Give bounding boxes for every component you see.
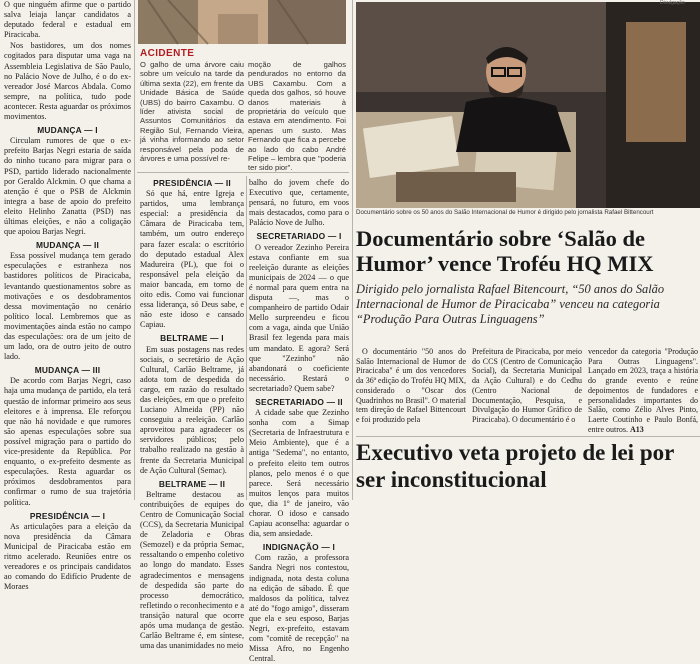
article-column-3	[588, 347, 698, 433]
paragraph-text: vencedor da categoria "Produção Para Outras Linguagens". Lançado em 2023, traça a história do grande evento e reúne depoimentos de fundadores e personalidades importantes do Salão, como Zélio Alves Pinto, Laerte Coutinho e Paulo Bonfá, entre outros.	[588, 347, 698, 434]
column-3	[249, 178, 349, 664]
accident-photo	[138, 0, 346, 44]
accident-title: ACIDENTE	[140, 48, 195, 59]
paragraph: Nos bastidores, um dos nomes cogitados para disputar uma vaga na Assembleia Legislativa de São Paulo, no Palácio Nove de Julho, é o do ex-vereador José Marcos Abdala. Como sempre, na política, tudo pode acontecer. Resta aguardar os próximos movimentos.	[4, 41, 131, 122]
paragraph: O vereador Zezinho Pereira estava confiante em sua reeleição durante as eleições municipais de 2024 — o que é normal para quem entra na disputa —, mas o companheiro de partido Odair Mello surpreendeu e ficou com a vaga, ainda que União Brasil fez legenda para mais um mandato. E agora? Será que "Zezinho" não abandonará o coeficiente necessário. Restará o secretariado? Quem sabe?	[249, 242, 349, 393]
section-heading: SECRETARIADO — I	[256, 231, 342, 242]
section-heading: BELTRAME — I	[160, 333, 224, 344]
paragraph: balho do jovem chefe do Executivo que, certamente, pensará, no futuro, em voos mais destacados, como para o Palácio Nove de Julho.	[249, 178, 349, 228]
section-heading: INDIGNAÇÃO — I	[262, 542, 336, 553]
section-heading: BELTRAME — II	[158, 478, 226, 489]
paragraph	[588, 347, 698, 434]
column-divider	[352, 0, 353, 500]
paragraph: O documentário "50 anos do Salão Internacional de Humor de Piracicaba" é um dos vencedores da 36ª edição do Troféu HQ MIX, considerado o "Oscar dos Quadrinhos no Brasil". O material tem direção de Rafael Bittencourt e foi produzido pela	[356, 347, 466, 424]
paragraph: Com razão, a professora Sandra Negri nos contestou, indignada, nota desta coluna na edição de sábado. É que maldosos da política, talvez até do "fogo amigo", disseram que ela e seu esposo, Barjas Negri, ex-prefeito, estavam com "comitê de recepção" na Missa Afro, no Engenho Central.	[249, 553, 349, 664]
paragraph: Só que há, entre Igreja e partidos, uma lembrança especial: a presidência da Câmara de Piracicaba tem, também, um outro endereço para fazer escala: o escritório do deputado estadual Alex Madureira (PL), que foi o responsável pela eleição da maior bancada, em torno de oito edis. Como vai funcionar essa liderança, só Deus sabe, e não este idoso e cansado Capiau.	[140, 189, 244, 330]
second-article-headline: Executivo veta projeto de lei por ser inconstitucional	[356, 440, 674, 492]
paragraph: Em suas postagens nas redes sociais, o secretário de Ação Cultural, Carlão Beltrame, já adota tom de despedida do cargo, em razão do resultado das eleições, em que o prefeito Luciano Almeida (PP) não conseguiu a reeleição. Carlão aproveitou para agradecer os servidores públicos; pelo trabalho realizado na gestão à frente da Secretaria Municipal de Ação Cultural (Semac).	[140, 344, 244, 475]
article-deck: Dirigido pelo jornalista Rafael Bitencourt, “50 anos do Salão Internacional de Humor de Piracicaba” venceu na categoria “Produção Para Outras Linguagens”	[356, 282, 665, 326]
article-column-1	[356, 347, 466, 433]
paragraph: A cidade sabe que Zezinho sonha com a Simap (Secretaria de Infraestrutura e Meio Ambiente), que é a antiga "Sedema", no entanto, o prefeito eleito tem outros planos, pelo menos é o que parece. Será necessário muitos lenços para muitos que, dia 1º de janeiro, vão chorar. O idoso e cansado Capiau aconselha: aguardar o dia, sem ansiedade.	[249, 408, 349, 539]
feature-photo	[356, 2, 700, 208]
photo-credit: Divulgação	[660, 0, 685, 6]
section-heading: MUDANÇA — II	[35, 240, 100, 251]
section-heading: MUDANÇA — I	[37, 125, 98, 136]
accident-text-1: O galho de uma árvore caiu sobre um veículo na tarde da última sexta (22), em frente da Unidade Básica de Saúde (UBS) do bairro Caxambu. O líder ativista social de Assuntos Comunitários da Região Sul, Fernando Vieira, já vinha informando ao setor responsável pela poda de árvores e uma possível re-	[140, 60, 244, 164]
article-column-2	[472, 347, 582, 433]
article-headline: Documentário sobre ‘Salão de Humor’ vence Troféu HQ MIX	[356, 226, 654, 276]
section-heading: PRESIDÊNCIA — I	[29, 510, 106, 521]
paragraph: As articulações para a eleição da nova presidência da Câmara Municipal de Piracicaba estão em ritmo acelerado. Reuniões entre os vereadores e os principais candidatos ao comando do Edifício Prudente de Moraes	[4, 521, 131, 592]
paragraph: De acordo com Barjas Negri, caso haja uma mudança de partido, ela terá questão de informar primeiro aos seus eleitores e à imprensa. Ele reforçou que não há novidade e que rumores são apenas especulações sobre sua possível migração para o partido do vice-presidente da República. Por enquanto, o ex-prefeito desmente as especulações. Resta aguardar os próximos desdobramentos para confirmar o rumo de sua trajetória política.	[4, 376, 131, 507]
paragraph: O que ninguém afirme que o partido salva leiaja lançar candidatos a deputado federal e estadual em Piracicaba.	[4, 0, 131, 40]
section-heading: SECRETARIADO — II	[255, 396, 343, 407]
accident-text-2: moção de galhos pendurados no entorno da UBS Caxambu. Com a queda dos galhos, só houve danos materiais à proprietária do veículo que estava em atendimento. Foi apenas um susto. Mas Fernando que fica a percebe ao lado do cabo André Felipe – lembra que "poderia ter sido pior".	[248, 60, 346, 173]
photo-caption: Documentário sobre os 50 anos do Salão Internacional de Humor é dirigido pelo jornalista Rafael Bittencourt	[356, 209, 654, 216]
paragraph: Essa possível mudança tem gerado especulações e estranheza nos bastidores políticos de Piracicaba, levantando questionamentos sobre as motivações e os desdobramentos dessa movimentação no cenário político local. Lembremos que as movimentações ainda estão no campo das especulações: ora de um jeito de um lado, ora de outro jeito de outro lado.	[4, 251, 131, 362]
section-heading: MUDANÇA — III	[34, 365, 101, 376]
section-heading: PRESIDÊNCIA — II	[153, 178, 231, 188]
column-divider	[134, 0, 135, 500]
paragraph: Prefeitura de Piracicaba, por meio do CCS (Centro de Comunicação Social), da Secretaria Municipal da Ação Cultural) e do Cedhu (Centro Nacional de Documentação, Pesquisa, e Divulgação do Humor Gráfico de Piracicaba). O documentário é o	[472, 347, 582, 424]
page-reference: A13	[630, 424, 644, 434]
article-divider	[356, 436, 700, 437]
column-2	[140, 178, 244, 651]
column-1	[4, 0, 131, 592]
paragraph: Circulam rumores de que o ex-prefeito Barjas Negri estaria de saída do ninho tucano para migrar para o PSD, partido liderado nacionalmente por Geraldo Alckmin. O que chama a atenção é que o PSB de Alckmin integra a base de apoio do prefeito eleito Helinho Zanatta (PSD) nas últimas eleições, e não a coligação que apoiou Barjas Negri.	[4, 136, 131, 237]
paragraph: Beltrame destacou as contribuições de equipes do Centro de Comunicação Social (CCS), da Secretaria Municipal de Zeladoria e Obras (Semozel) e da própria Semac, ressaltando o empenho coletivo ao longo do mandato. Esses agradecimentos e mensagens de despedida são parte do processo democrático, refletindo o reconhecimento e a transição natural que ocorre após uma mudança de gestão. Carlão Beltrame é, em síntese, uma das unanimidades no meio	[140, 489, 244, 651]
box-divider	[137, 172, 349, 173]
column-divider	[246, 176, 247, 500]
